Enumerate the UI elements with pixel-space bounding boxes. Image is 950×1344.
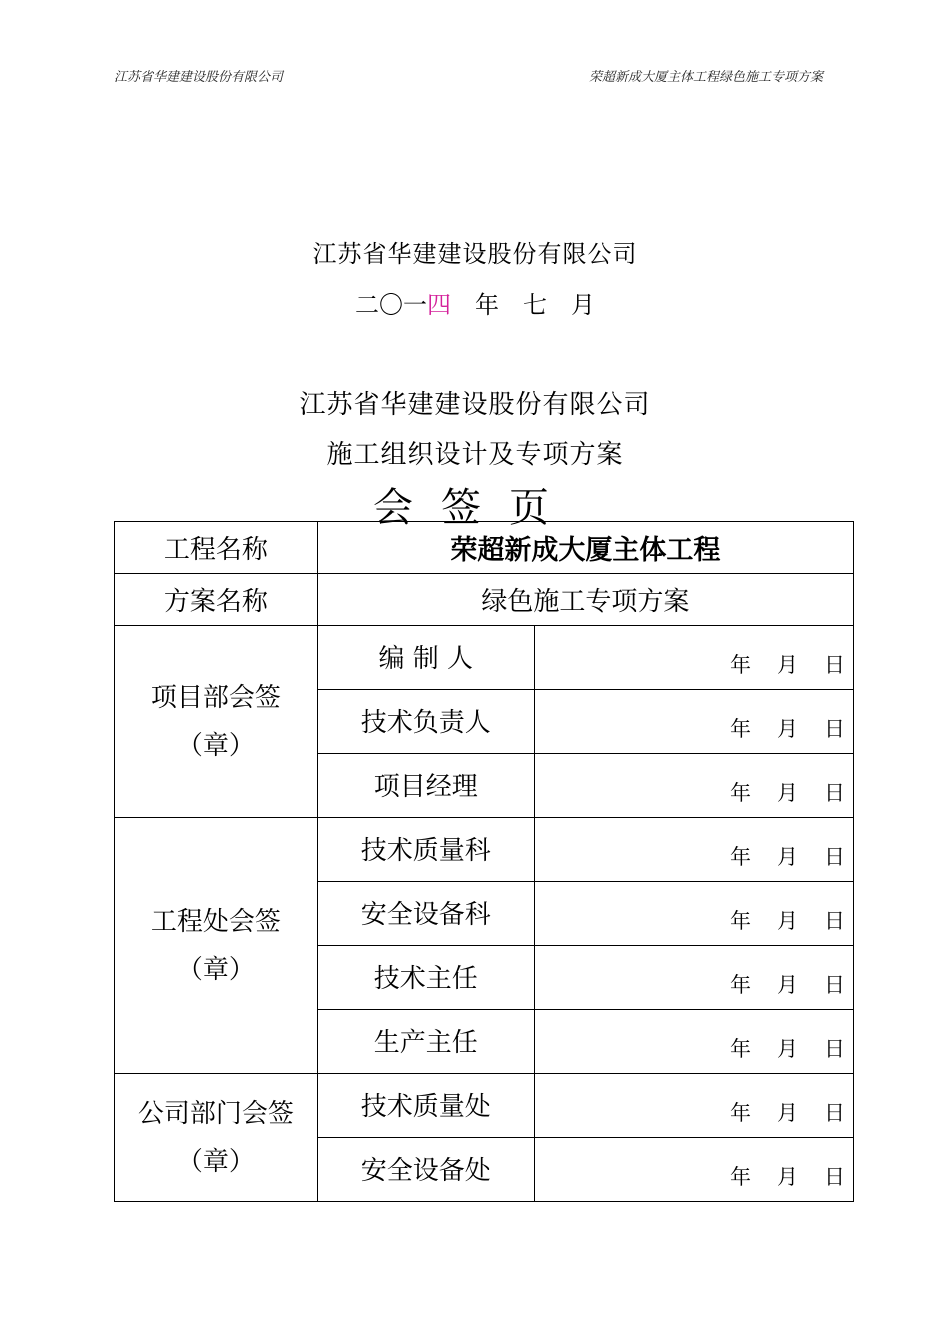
sign-page-title: 会签页 bbox=[373, 485, 577, 531]
sign-row bbox=[115, 626, 854, 690]
role-label: 项目经理 bbox=[317, 754, 534, 818]
date-month-label: 月 bbox=[777, 909, 798, 933]
header-divider bbox=[114, 90, 836, 91]
date-year-label: 年 bbox=[730, 1165, 751, 1189]
sign-row bbox=[115, 818, 854, 882]
signature-date-cell[interactable] bbox=[534, 946, 853, 1010]
group-name: 项目部会签 bbox=[150, 682, 281, 713]
role-label: 技术负责人 bbox=[317, 690, 534, 754]
date-day-label: 日 bbox=[824, 781, 845, 805]
header-company: 江苏省华建建设股份有限公司 bbox=[114, 70, 284, 85]
group-seal: （章） bbox=[176, 954, 255, 985]
date-month-label: 月 bbox=[777, 845, 798, 869]
date-month-label: 月 bbox=[777, 1165, 798, 1189]
date-month-label: 月 bbox=[777, 717, 798, 741]
group-label bbox=[115, 818, 318, 1074]
project-name-value: 荣超新成大厦主体工程 bbox=[317, 522, 853, 574]
signature-date-cell[interactable] bbox=[534, 626, 853, 690]
role-label: 编 制 人 bbox=[317, 626, 534, 690]
date-year-label: 年 bbox=[730, 909, 751, 933]
signature-date-cell[interactable] bbox=[534, 690, 853, 754]
group-name: 公司部门会签 bbox=[137, 1098, 294, 1129]
date-month-label: 月 bbox=[777, 973, 798, 997]
date-highlight: 四 bbox=[427, 291, 451, 319]
sign-company: 江苏省华建建设股份有限公司 bbox=[299, 390, 651, 420]
signature-date-cell[interactable] bbox=[534, 882, 853, 946]
role-label: 生产主任 bbox=[317, 1010, 534, 1074]
scheme-name-value: 绿色施工专项方案 bbox=[317, 574, 853, 626]
date-month-label: 月 bbox=[777, 1037, 798, 1061]
date-day-label: 日 bbox=[824, 845, 845, 869]
sign-subtitle: 施工组织设计及专项方案 bbox=[326, 440, 624, 470]
role-label: 安全设备科 bbox=[317, 882, 534, 946]
cover-company: 江苏省华建建设股份有限公司 bbox=[312, 240, 638, 268]
scheme-name-label: 方案名称 bbox=[115, 574, 318, 626]
role-label: 安全设备处 bbox=[317, 1138, 534, 1202]
date-year-label: 年 bbox=[730, 717, 751, 741]
date-year-label: 年 bbox=[730, 973, 751, 997]
role-label: 技术质量处 bbox=[317, 1074, 534, 1138]
group-name: 工程处会签 bbox=[150, 906, 281, 937]
signature-date-cell[interactable] bbox=[534, 754, 853, 818]
role-label: 技术质量科 bbox=[317, 818, 534, 882]
date-day-label: 日 bbox=[824, 653, 845, 677]
date-year-label: 年 bbox=[730, 1037, 751, 1061]
date-day-label: 日 bbox=[824, 1037, 845, 1061]
sign-row bbox=[115, 1074, 854, 1138]
date-prefix: 二〇一 bbox=[355, 291, 427, 319]
signature-date-cell[interactable] bbox=[534, 818, 853, 882]
date-year: 年 bbox=[475, 291, 499, 319]
date-year-label: 年 bbox=[730, 653, 751, 677]
date-year-label: 年 bbox=[730, 845, 751, 869]
project-name-label: 工程名称 bbox=[115, 522, 318, 574]
date-month-value: 七 bbox=[523, 291, 547, 319]
cover-date bbox=[0, 285, 950, 320]
sign-table bbox=[114, 521, 854, 1202]
signature-date-cell[interactable] bbox=[534, 1010, 853, 1074]
group-seal: （章） bbox=[176, 730, 255, 761]
group-seal: （章） bbox=[176, 1146, 255, 1177]
date-day-label: 日 bbox=[824, 1101, 845, 1125]
date-month-label: 月 bbox=[777, 781, 798, 805]
signature-date-cell[interactable] bbox=[534, 1138, 853, 1202]
group-label bbox=[115, 1074, 318, 1202]
date-year-label: 年 bbox=[730, 781, 751, 805]
date-month-label: 月 bbox=[777, 1101, 798, 1125]
header-document-title: 荣超新成大厦主体工程绿色施工专项方案 bbox=[588, 70, 823, 85]
date-month: 月 bbox=[571, 291, 595, 319]
date-day-label: 日 bbox=[824, 1165, 845, 1189]
signature-date-cell[interactable] bbox=[534, 1074, 853, 1138]
date-year-label: 年 bbox=[730, 1101, 751, 1125]
role-label: 技术主任 bbox=[317, 946, 534, 1010]
date-day-label: 日 bbox=[824, 973, 845, 997]
date-day-label: 日 bbox=[824, 909, 845, 933]
date-day-label: 日 bbox=[824, 717, 845, 741]
group-label bbox=[115, 626, 318, 818]
date-month-label: 月 bbox=[777, 653, 798, 677]
